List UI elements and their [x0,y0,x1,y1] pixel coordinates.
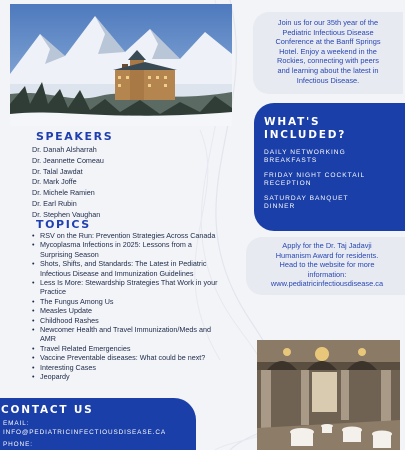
topics-heading: TOPICS [36,218,91,231]
intro-line: and learning about the latest in [277,65,379,75]
speakers-list [32,145,104,221]
email-link[interactable]: INFO@PEDIATRICINFECTIOUSDISEASE.CA [3,429,167,436]
whats-included-heading: WHAT'S INCLUDED? [264,116,347,141]
speaker-item: Dr. Michele Ramien [32,188,95,198]
topic-item: • Travel Related Emergencies [32,343,131,353]
intro-line: Pediatric Infectious Disease [282,27,374,37]
topic-item: • Jeopardy [32,372,70,382]
whats-included-panel [254,103,405,231]
speaker-item: Dr. Danah Alsharrah [32,145,97,154]
intro-line: Rockies, connecting with peers [277,56,379,66]
award-line: information: [307,269,347,279]
topic-item: • Less Is More: Stewardship Strategies That Work in your Practice [32,278,218,297]
intro-line: Join us for our 35th year of the [277,18,379,27]
phone-label: PHONE: [3,441,33,448]
included-item-reception: FRIDAY NIGHT COCKTAIL RECEPTION [264,172,366,188]
speaker-item: Dr. Mark Joffe [32,177,77,187]
topic-item: • Measles Update [32,306,92,316]
email-label: EMAIL: [3,420,30,427]
topic-item: • Mycoplasma Infections in 2025: Lessons from a Surprising Season [32,240,192,259]
contact-panel [0,398,196,450]
hotel-interior-photo [257,340,400,450]
speaker-item: Dr. Stephen Vaughan [32,209,101,219]
speaker-item: Dr. Earl Rubin [32,198,77,208]
topic-item: • Childhood Rashes [32,315,99,325]
speakers-heading: SPEAKERS [36,130,114,143]
award-line: Head to the website for more [279,260,375,270]
included-item-breakfasts: DAILY NETWORKING BREAKFASTS [264,149,346,165]
intro-panel [253,12,403,94]
intro-text [257,18,399,85]
intro-line: Hotel. Enjoy a weekend in the [279,46,377,56]
topic-item: • RSV on the Run: Prevention Strategies Across Canada [32,231,216,240]
hero-image-banff-hotel [10,4,232,126]
topic-item: • Vaccine Preventable diseases: What could be next? [32,353,206,363]
speaker-item: Dr. Talal Jawdat [32,166,83,176]
speaker-item: Dr. Jeannette Comeau [32,155,104,165]
website-link[interactable]: www.pediatricinfectiousdisease.ca [270,279,384,289]
intro-line: Conference at the Banff Springs [275,37,381,47]
intro-line: Infectious Disease. [296,75,360,85]
topics-list [32,231,237,382]
topic-item: • Newcomer Health and Travel Immunization/Meds and AMR [32,325,211,344]
award-panel [246,237,405,295]
award-line: Apply for the Dr. Taj Jadavji [282,241,372,250]
included-item-dinner: SATURDAY BANQUET DINNER [264,195,349,211]
award-text [246,241,405,289]
contact-heading: CONTACT US [1,404,94,416]
award-line: Humanism Award for residents. [275,250,379,260]
topic-item: • Interesting Cases [32,362,96,372]
topic-item: • Shots, Shifts, and Standards: The Latest in Pediatric Infectious Disease and Immunization Guidelines [32,259,207,278]
topic-item: • The Fungus Among Us [32,296,114,306]
